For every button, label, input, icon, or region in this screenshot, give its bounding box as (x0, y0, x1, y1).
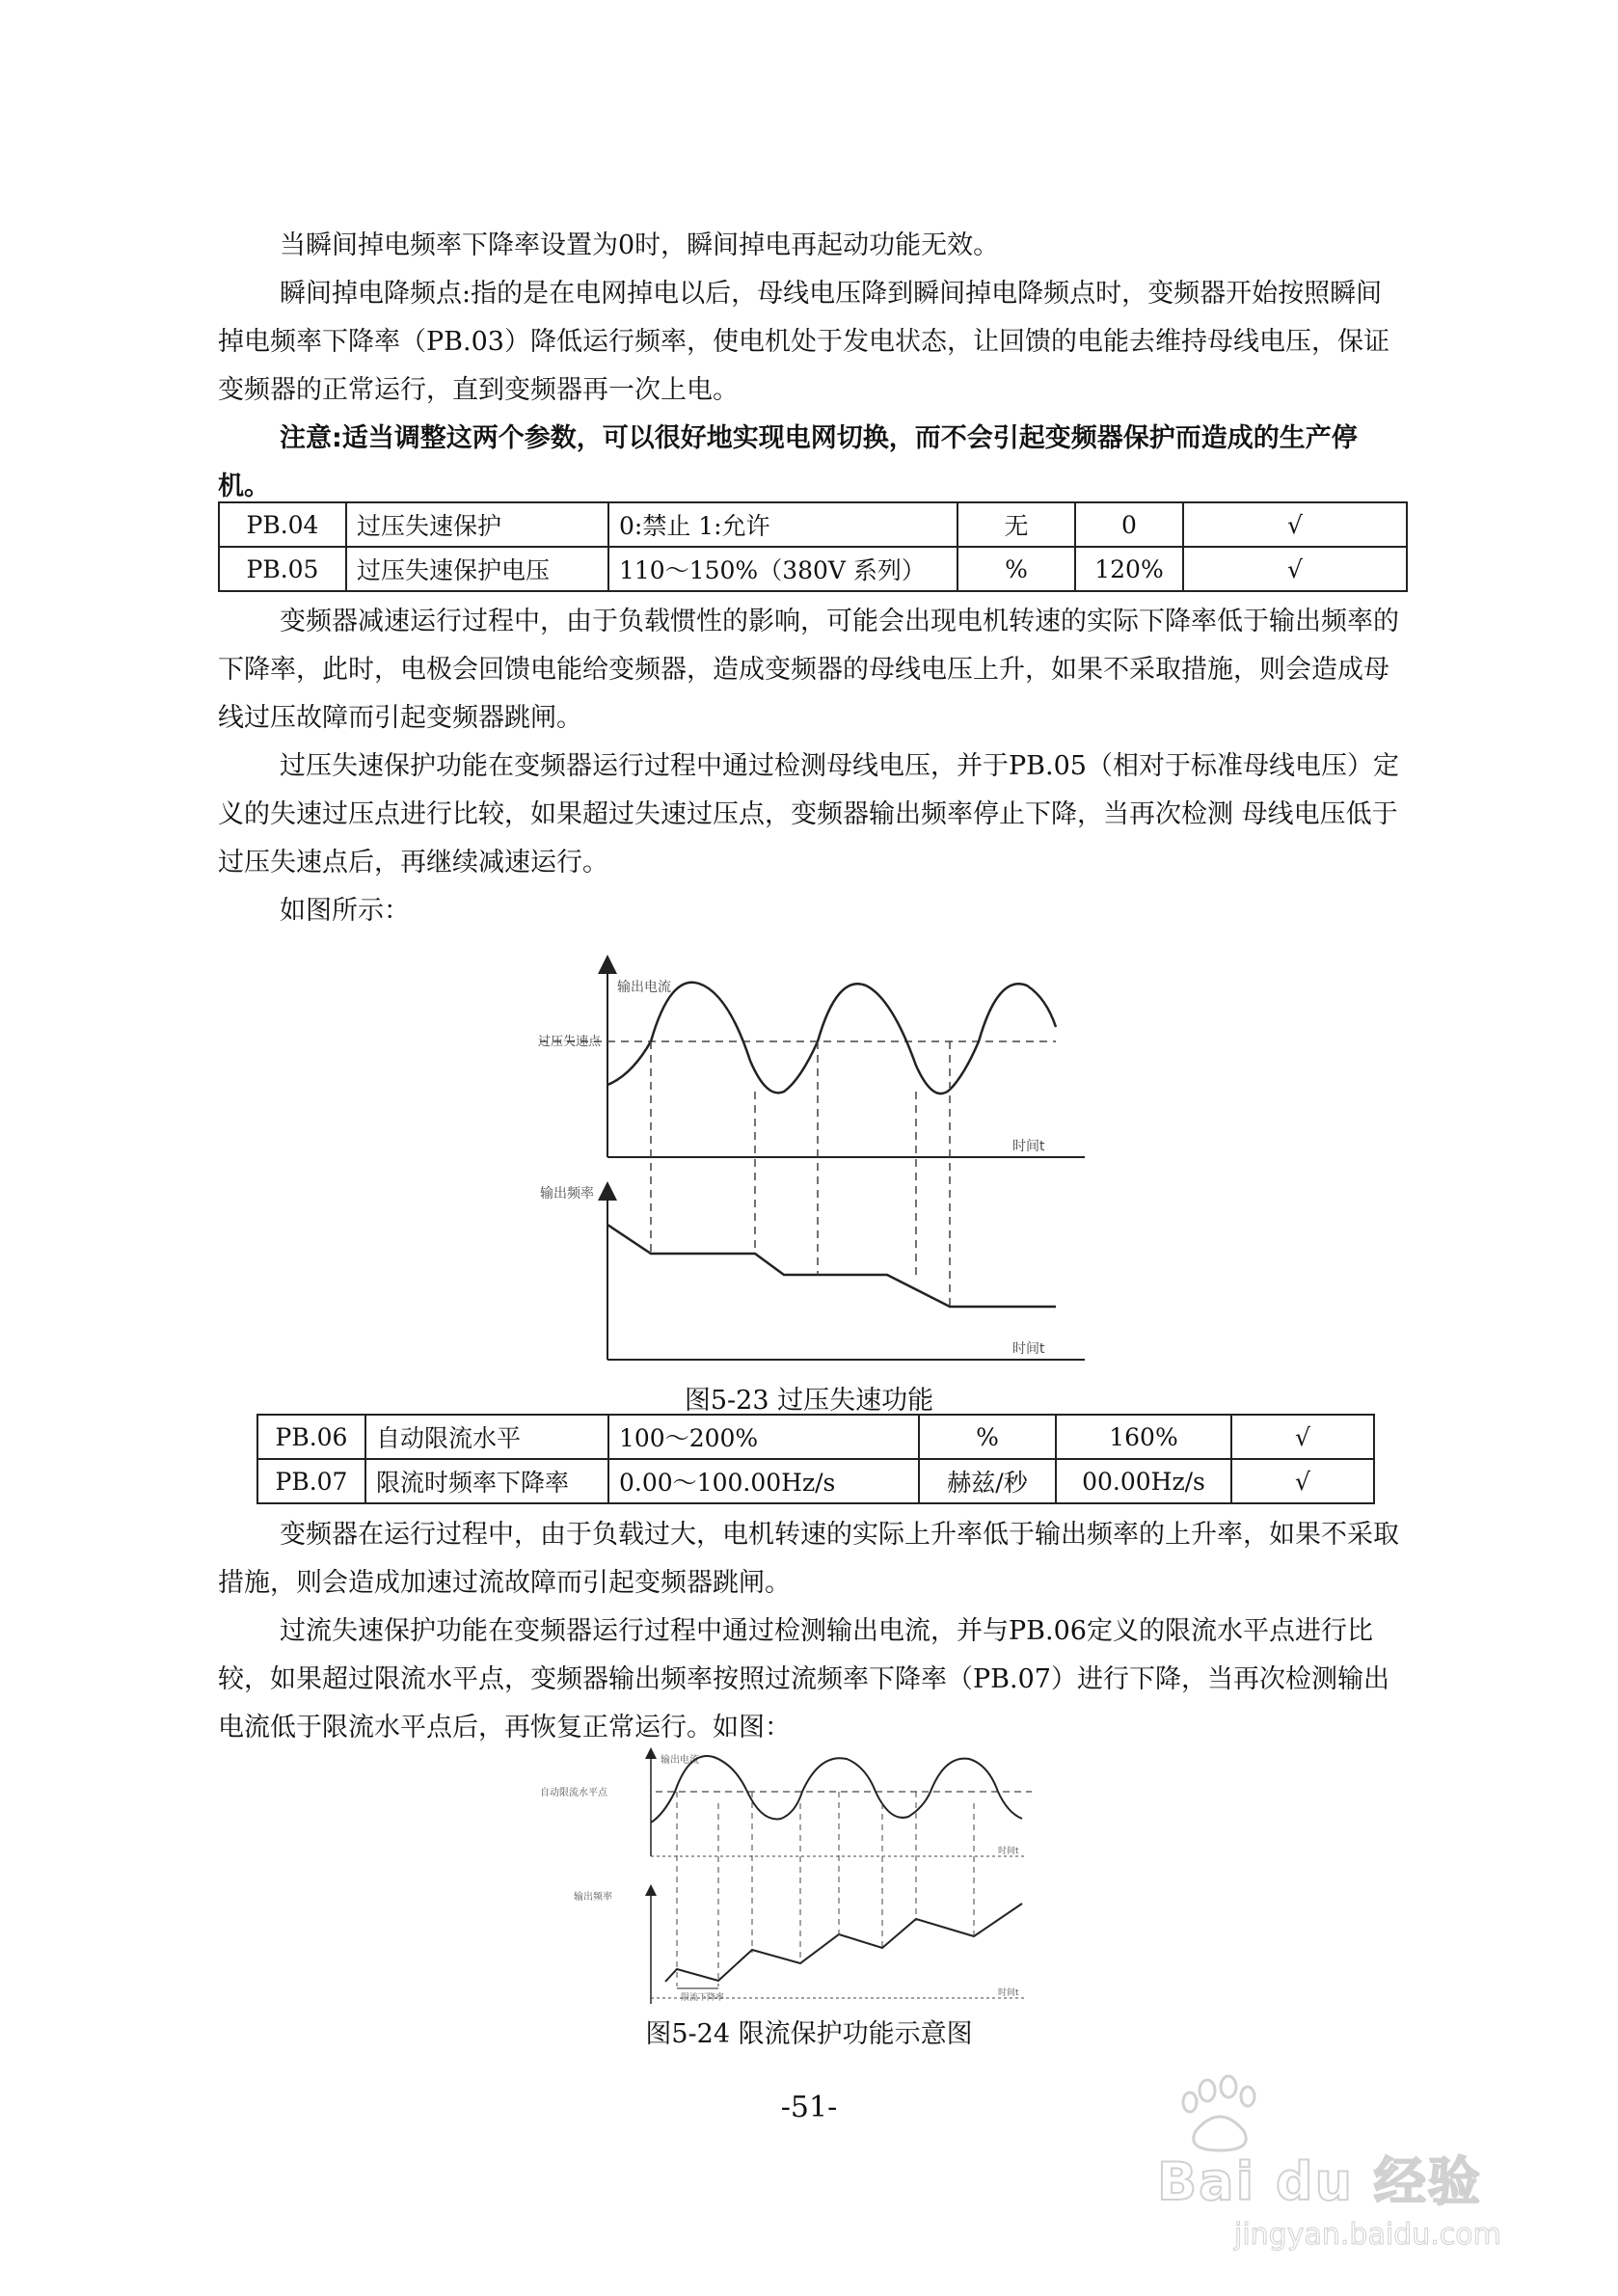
param-default: 160% (1056, 1415, 1231, 1459)
page-number: -51- (780, 2091, 838, 2124)
current-curve (607, 983, 1056, 1094)
table-row (219, 547, 1407, 591)
paragraph-1: 当瞬间掉电频率下降率设置为0时，瞬间掉电再起动功能无效。 (280, 230, 1000, 260)
param-range: 110～150%（380V 系列） (608, 547, 957, 591)
param-code: PB.07 (257, 1459, 365, 1503)
frequency-curve (607, 1225, 1056, 1307)
figure-overvoltage-stall (511, 945, 1109, 1379)
y-axis-label: 输出频率 (540, 1186, 594, 1202)
param-code: PB.06 (257, 1415, 365, 1459)
guide-lines (677, 1792, 974, 1986)
param-modifiable: √ (1231, 1459, 1374, 1503)
param-default: 120% (1075, 547, 1183, 591)
table-row (257, 1415, 1374, 1459)
y-axis-label: 输出电流 (661, 1755, 699, 1766)
baidu-watermark (1147, 2073, 1552, 2266)
x-axis-label: 时间t (1012, 1139, 1045, 1154)
paragraph-2: 瞬间掉电降频点:指的是在电网掉电以后，母线电压降到瞬间掉电降频点时，变频器开始按照瞬间掉电频率下降率（PB.03）降低运行频率，使电机处于发电状态，让回馈的电能去维持母线电压，保证变频器的正常运行，直到变频器再一次上电。 (218, 279, 1389, 405)
param-unit: 赫兹/秒 (919, 1459, 1056, 1503)
watermark-url: jingyan.baidu.com (1234, 2218, 1501, 2252)
param-unit: % (957, 547, 1075, 591)
paragraph-5: 如图所示： (280, 896, 410, 926)
param-range: 0:禁止 1:允许 (608, 502, 957, 547)
paragraph-6: 变频器在运行过程中，由于负载过大，电机转速的实际上升率低于输出频率的上升率，如果不采取措施，则会造成加速过流故障而引起变频器跳闸。 (218, 1520, 1399, 1598)
y-axis-label: 输出频率 (574, 1892, 612, 1903)
threshold-label: 自动限流水平点 (540, 1788, 607, 1798)
note-paragraph: 注意:适当调整这两个参数，可以很好地实现电网切换，而不会引起变频器保护而造成的生产停机。 (218, 423, 1358, 501)
param-code: PB.04 (219, 502, 346, 547)
param-range: 100～200% (608, 1415, 919, 1459)
param-unit: % (919, 1415, 1056, 1459)
param-default: 0 (1075, 502, 1183, 547)
param-range: 0.00～100.00Hz/s (608, 1459, 919, 1503)
figure-current-limit (521, 1745, 1070, 2006)
guide-lines (651, 1041, 950, 1307)
param-modifiable: √ (1231, 1415, 1374, 1459)
x-axis-label: 时间t (998, 1847, 1019, 1856)
figure-1-caption: 图5-23 过压失速功能 (684, 1386, 934, 1416)
params-table-2 (256, 1414, 1375, 1504)
param-name: 过压失速保护 (346, 502, 608, 547)
param-name: 自动限流水平 (365, 1415, 608, 1459)
watermark-brand: Bai du 经验 (1157, 2151, 1482, 2212)
paragraph-3: 变频器减速运行过程中，由于负载惯性的影响，可能会出现电机转速的实际下降率低于输出频率的下降率，此时，电极会回馈电能给变频器，造成变频器的母线电压上升，如果不采取措施，则会造成母线过压故障而引起变频器跳闸。 (218, 607, 1399, 733)
x-axis-label: 时间t (998, 1988, 1019, 1998)
param-modifiable: √ (1183, 502, 1407, 547)
param-default: 00.00Hz/s (1056, 1459, 1231, 1503)
table-row (257, 1459, 1374, 1503)
x-axis-label: 时间t (1012, 1341, 1045, 1357)
param-modifiable: √ (1183, 547, 1407, 591)
params-table-1 (218, 501, 1408, 592)
y-axis-label: 输出电流 (617, 980, 671, 995)
table-row (219, 502, 1407, 547)
paragraph-4: 过压失速保护功能在变频器运行过程中通过检测母线电压，并于PB.05（相对于标准母线电压）定义的失速过压点进行比较，如果超过失速过压点，变频器输出频率停止下降，当再次检测 母线电压低于过压失速点后，再继续减速运行。 (218, 751, 1399, 878)
param-code: PB.05 (219, 547, 346, 591)
figure-2-caption: 图5-24 限流保护功能示意图 (645, 2019, 973, 2049)
interval-label: 限流下降率 (681, 1993, 725, 2003)
param-unit: 无 (957, 502, 1075, 547)
paragraph-7: 过流失速保护功能在变频器运行过程中通过检测输出电流，并与PB.06定义的限流水平点进行比较，如果超过限流水平点，变频器输出频率按照过流频率下降率（PB.07）进行下降，当再次检测输出电流低于限流水平点后，再恢复正常运行。如图： (218, 1616, 1389, 1742)
param-name: 限流时频率下降率 (365, 1459, 608, 1503)
param-name: 过压失速保护电压 (346, 547, 608, 591)
current-curve (651, 1756, 1022, 1823)
threshold-label: 过压失速点 (538, 1035, 602, 1049)
